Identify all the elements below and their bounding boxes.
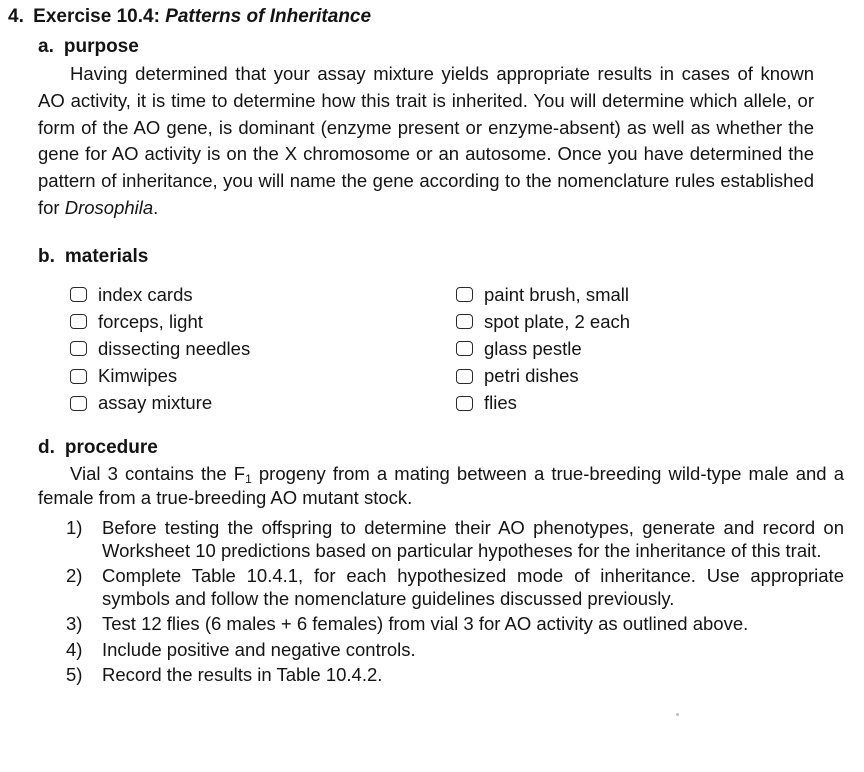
material-item: petri dishes	[456, 363, 630, 390]
purpose-italic-term: Drosophila	[64, 196, 154, 218]
purpose-text-end: .	[153, 196, 159, 218]
material-item: flies	[456, 390, 630, 417]
checkbox-icon[interactable]	[456, 396, 473, 411]
stray-dot	[676, 713, 679, 716]
material-item: glass pestle	[456, 335, 630, 362]
procedure-intro: Vial 3 contains the $F_1$ progeny from a mating between a true-breeding wild-type male and a female from a true-breeding AO mutant stock.	[38, 463, 844, 508]
exercise-number: 4.	[8, 6, 24, 27]
checkbox-icon[interactable]	[456, 287, 473, 302]
material-item: spot plate, 2 each	[456, 308, 630, 335]
material-item: forceps, light	[70, 308, 250, 335]
checkbox-icon[interactable]	[70, 314, 87, 329]
materials-list-right	[456, 281, 630, 417]
purpose-heading	[38, 36, 139, 58]
exercise-heading	[8, 6, 371, 28]
checkbox-icon[interactable]	[456, 314, 473, 329]
exercise-label: Exercise 10.4:	[33, 6, 160, 27]
exercise-title: Patterns of Inheritance	[165, 6, 372, 27]
procedure-step: 4) Include positive and negative controls.	[66, 638, 416, 660]
procedure-step: 1) Before testing the offspring to determine their AO phenotypes, generate and record on Worksheet 10 predictions based on particular hypotheses for the inheritance of this trait.	[66, 517, 844, 561]
procedure-heading	[38, 437, 158, 459]
checkbox-icon[interactable]	[456, 341, 473, 356]
purpose-title: purpose	[63, 36, 139, 57]
procedure-step: 2) Complete Table 10.4.1, for each hypothesized mode of inheritance. Use appropriate symbols and follow the nomenclature guidelines discussed previously.	[66, 565, 844, 609]
checkbox-icon[interactable]	[70, 341, 87, 356]
checkbox-icon[interactable]	[70, 369, 87, 384]
procedure-steps	[66, 517, 844, 690]
material-item: dissecting needles	[70, 335, 250, 362]
purpose-letter: a.	[38, 36, 54, 57]
checkbox-icon[interactable]	[70, 287, 87, 302]
procedure-step: 5) Record the results in Table 10.4.2.	[66, 664, 383, 685]
purpose-paragraph	[38, 61, 814, 222]
purpose-text: Having determined that your assay mixture yields appropriate results in cases of known AO activity, it is time to determine how this trait is inherited. You will determine which allele, or form of the AO gene, is dominant (enzyme present or enzyme-absent) as well as whether the gene for AO activity is on the X chromosome or an autosome. Once you have determined the pattern of inheritance, you will name the gene according to the nomenclature rules established for	[38, 63, 814, 218]
checkbox-icon[interactable]	[456, 369, 473, 384]
materials-title: materials	[64, 246, 149, 267]
materials-heading	[38, 246, 148, 268]
materials-list-left	[70, 281, 250, 417]
procedure-title: procedure	[64, 437, 158, 458]
material-item: paint brush, small	[456, 281, 630, 308]
material-item: Kimwipes	[70, 363, 250, 390]
material-item: index cards	[70, 281, 250, 308]
material-item: assay mixture	[70, 390, 250, 417]
procedure-step: 3) Test 12 flies (6 males + 6 females) from vial 3 for AO activity as outlined above.	[66, 613, 749, 634]
materials-letter: b.	[38, 246, 55, 267]
checkbox-icon[interactable]	[70, 396, 87, 411]
procedure-letter: d.	[38, 437, 55, 458]
